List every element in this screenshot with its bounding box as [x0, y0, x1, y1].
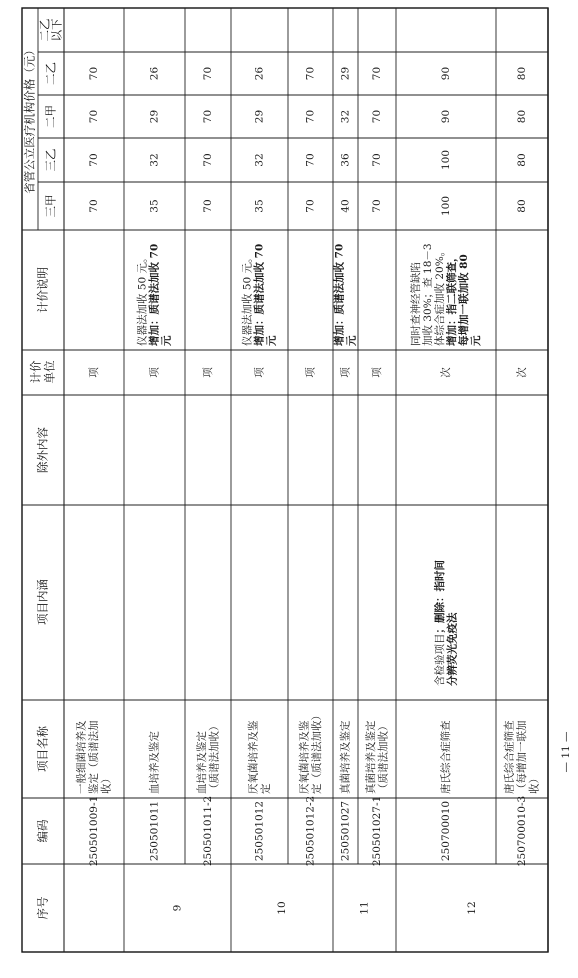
item-name: 鉴定（质谱法加	[88, 720, 100, 794]
price-value: 80	[516, 109, 528, 124]
item-name: 唐氏综合症筛查	[503, 720, 516, 794]
pricing-unit: 项	[253, 367, 266, 378]
pricing-unit: 项	[202, 367, 214, 378]
price-value: 36	[339, 153, 352, 167]
pricing-note: 仪器法加收 50 元。	[136, 252, 149, 346]
pricing-note: 元	[345, 335, 358, 346]
pricing-unit: 项	[88, 367, 100, 378]
header-unit-1: 计价	[28, 360, 43, 384]
header-name: 项目名称	[35, 726, 50, 772]
pricing-note: 加收 30%；查 18－3	[422, 243, 434, 346]
price-value: 70	[304, 109, 317, 124]
pricing-note: 体综合症加收 20%。	[434, 245, 446, 346]
price-value: 70	[202, 153, 214, 167]
item-name: 一般细菌培养及	[75, 720, 88, 794]
price-value: 70	[202, 66, 214, 81]
item-content: 分辨荧光免疫法	[446, 612, 459, 686]
item-code: 250501012-2	[304, 795, 317, 867]
price-value: 70	[304, 199, 317, 213]
item-name: （质谱法加收）	[377, 720, 390, 794]
pricing-note: 增加：质谱法加收 70	[333, 243, 346, 346]
header-seq: 序号	[35, 896, 50, 920]
page-number: — 11 —	[560, 731, 572, 773]
item-code: 250501009-1	[88, 795, 100, 867]
item-code: 250501027	[339, 800, 352, 862]
price-value: 35	[253, 199, 266, 213]
header-code: 编码	[35, 819, 50, 843]
price-value: 70	[304, 66, 317, 81]
item-code: 250501012	[253, 800, 266, 862]
price-value: 70	[371, 109, 383, 124]
pricing-note: 元	[265, 335, 278, 346]
pricing-unit: 次	[440, 367, 452, 378]
header-tier: 以下	[49, 18, 64, 42]
pricing-unit: 项	[371, 367, 383, 378]
price-value: 70	[202, 199, 214, 213]
item-name: 收）	[528, 773, 541, 794]
item-code: 250501011-2	[202, 795, 214, 867]
price-value: 70	[88, 199, 100, 213]
price-value: 70	[371, 199, 383, 213]
price-value: 70	[88, 153, 100, 167]
item-code: 250501027-1	[371, 795, 383, 867]
price-value: 32	[339, 109, 352, 124]
seq-number: 9	[171, 904, 184, 912]
price-value: 90	[440, 66, 452, 81]
price-value: 26	[253, 66, 266, 81]
item-name: （质谱法加收）	[208, 720, 221, 794]
price-value: 70	[371, 66, 383, 81]
item-code: 250501011	[148, 800, 161, 862]
price-value: 29	[339, 66, 352, 81]
header-tier: 二甲	[43, 105, 58, 128]
price-value: 29	[253, 109, 266, 124]
pricing-unit: 项	[148, 367, 161, 378]
price-value: 70	[88, 109, 100, 124]
seq-number: 12	[466, 901, 478, 915]
item-name: 定	[259, 783, 272, 794]
item-name: 收）	[100, 773, 113, 794]
item-name: 血培养及鉴定	[195, 731, 208, 794]
price-value: 32	[148, 153, 161, 167]
price-value: 80	[516, 66, 528, 81]
header-tier: 三甲	[43, 194, 58, 218]
pricing-note: 仪器法加收 50 元。	[241, 252, 254, 346]
header-tier: 二乙	[43, 62, 58, 85]
price-value: 100	[440, 195, 452, 217]
price-value: 40	[339, 199, 352, 213]
price-value: 26	[148, 66, 161, 81]
item-name: 定（质谱法加收）	[310, 710, 323, 794]
price-value: 70	[304, 153, 317, 167]
item-code: 250700010-3	[516, 795, 528, 867]
header-excluded: 除外内容	[35, 427, 50, 473]
price-value: 29	[148, 109, 161, 124]
header-tier: 三乙	[43, 148, 58, 172]
price-value: 70	[88, 66, 100, 81]
table-frame	[22, 8, 548, 952]
price-value: 32	[253, 153, 266, 167]
item-name: 真菌培养及鉴定	[364, 720, 377, 794]
header-tier: 二乙	[37, 18, 52, 42]
pricing-unit: 项	[304, 367, 317, 378]
item-name: 血培养及鉴定	[148, 731, 161, 794]
price-value: 80	[516, 199, 528, 213]
pricing-note: 增加：质谱法加收 70	[148, 243, 161, 346]
pricing-note: 元	[470, 335, 482, 346]
item-name: （每增加一联加	[516, 720, 528, 794]
item-name: 厌氧菌培养及鉴	[298, 720, 311, 794]
header-price-group: 省管公立医疗机构价格（元）	[22, 44, 37, 194]
seq-number: 10	[276, 901, 288, 915]
price-value: 100	[440, 149, 452, 171]
item-name: 唐氏综合症筛查	[440, 720, 452, 794]
header-unit-2: 单位	[42, 360, 57, 384]
price-value: 90	[440, 109, 452, 124]
pricing-note: 元	[160, 335, 173, 346]
pricing-note: 每增加一联加收 80	[458, 254, 470, 346]
item-code: 250700010	[440, 800, 452, 862]
item-name: 真菌培养及鉴定	[339, 720, 352, 794]
seq-number: 11	[358, 901, 371, 915]
item-name: 厌氧菌培养及鉴	[247, 720, 260, 794]
header-content: 项目内涵	[35, 579, 50, 625]
pricing-unit: 项	[339, 367, 352, 378]
price-value: 70	[202, 109, 214, 124]
pricing-note: 增加：质谱法加收 70	[253, 243, 266, 346]
header-note: 计价说明	[35, 267, 50, 313]
price-value: 35	[148, 199, 161, 213]
item-content: 含检验项目；删除：指时间	[433, 560, 446, 686]
price-value: 80	[516, 153, 528, 167]
pricing-unit: 次	[516, 367, 528, 378]
pricing-note: 增加：指二联筛查，	[446, 251, 458, 346]
pricing-note: 同时查神经管缺陷	[410, 262, 422, 346]
price-value: 70	[371, 153, 383, 167]
